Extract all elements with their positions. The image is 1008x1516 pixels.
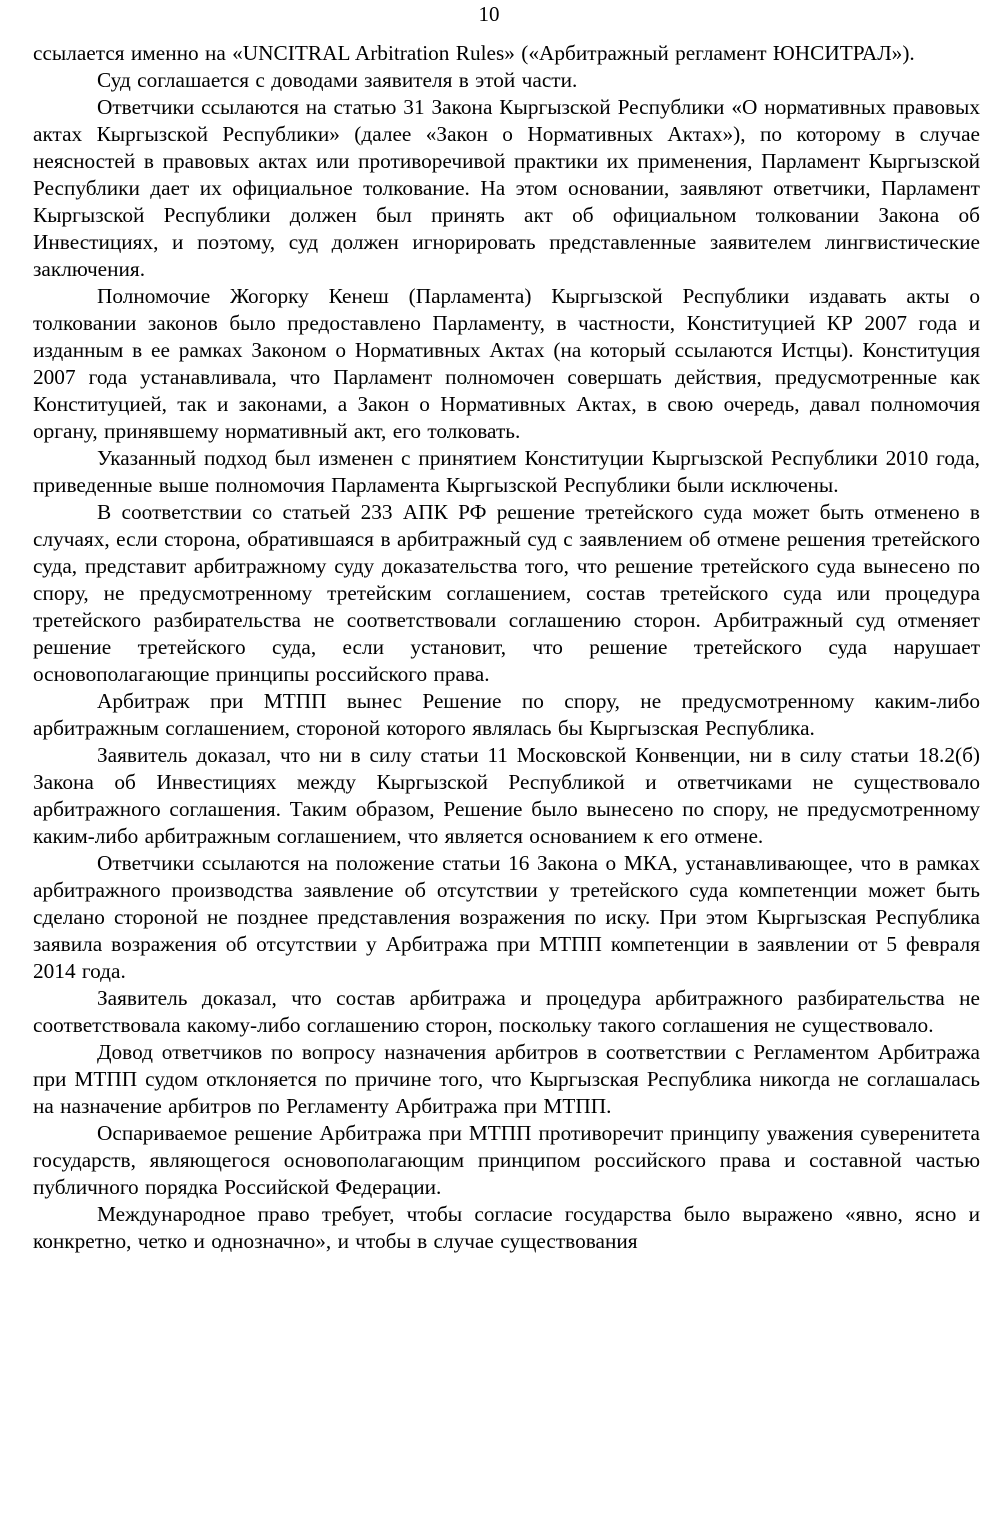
paragraph: Суд соглашается с доводами заявителя в этой части. bbox=[97, 68, 578, 92]
paragraph: ссылается именно на «UNCITRAL Arbitration Rules» («Арбитражный регламент ЮНСИТРАЛ»). bbox=[33, 41, 915, 65]
paragraph: В соответствии со статьей 233 АПК РФ решение третейского суда может быть отменено в случаях, если сторона, обратившаяся в арбитражный суд с заявлением об отмене решения третейского суда, представит арбитражному суду доказательства того, что решение третейского суда вынесено по спору, не предусмотренному третейским соглашением, состав третейского суда или процедура третейского разбирательства не соответствовали соглашению сторон. Арбитражный суд отменяет решение третейского суда, если установит, что решение третейского суда нарушает основополагающие принципы российского права. bbox=[33, 500, 980, 686]
paragraph: Заявитель доказал, что ни в силу статьи 11 Московской Конвенции, ни в силу статьи 18.2(б) Закона об Инвестициях между Кыргызской Республикой и ответчиками не существовало арбитражного соглашения. Таким образом, Решение было вынесено по спору, не предусмотренному каким-либо арбитражным соглашением, что является основанием к его отмене. bbox=[33, 743, 980, 848]
paragraph: Ответчики ссылаются на положение статьи 16 Закона о МКА, устанавливающее, что в рамках арбитражного производства заявление об отсутствии у третейского суда компетенции может быть сделано стороной не позднее представления возражения по иску. При этом Кыргызская Республика заявила возражения об отсутствии у Арбитража при МТПП компетенции в заявлении от 5 февраля 2014 года. bbox=[33, 851, 980, 983]
paragraph: Полномочие Жогорку Кенеш (Парламента) Кыргызской Республики издавать акты о толковании законов было предоставлено Парламенту, в частности, Конституцией КР 2007 года и изданным в ее рамках Законом о Нормативных Актах (на который ссылаются Истцы). Конституция 2007 года устанавливала, что Парламент полномочен совершать действия, предусмотренные как Конституцией, так и законами, а Закон о Нормативных Актах, в свою очередь, давал полномочия органу, принявшему нормативный акт, его толковать. bbox=[33, 284, 980, 443]
paragraph: Арбитраж при МТПП вынес Решение по спору, не предусмотренному каким-либо арбитражным соглашением, стороной которого являлась бы Кыргызская Республика. bbox=[33, 689, 980, 740]
paragraph: Заявитель доказал, что состав арбитража и процедура арбитражного разбирательства не соответствовала какому-либо соглашению сторон, поскольку такого соглашения не существовало. bbox=[33, 986, 980, 1037]
paragraph: Оспариваемое решение Арбитража при МТПП противоречит принципу уважения суверенитета государств, являющегося основополагающим принципом российского права и составной частью публичного порядка Российской Федерации. bbox=[33, 1121, 980, 1199]
paragraph: Международное право требует, чтобы согласие государства было выражено «явно, ясно и конкретно, четко и однозначно», и чтобы в случае существования bbox=[33, 1202, 980, 1253]
paragraph: Указанный подход был изменен с принятием Конституции Кыргызской Республики 2010 года, приведенные выше полномочия Парламента Кыргызской Республики были исключены. bbox=[33, 446, 980, 497]
paragraph: Ответчики ссылаются на статью 31 Закона Кыргызской Республики «О нормативных правовых актах Кыргызской Республики» (далее «Закон о Нормативных Актах»), по которому в случае неясностей в правовых актах или противоречивой практики их применения, Парламент Кыргызской Республики дает их официальное толкование. На этом основании, заявляют ответчики, Парламент Кыргызской Республики должен был принять акт об официальном толковании Закона об Инвестициях, и поэтому, суд должен игнорировать представленные заявителем лингвистические заключения. bbox=[33, 95, 980, 281]
paragraph: Довод ответчиков по вопросу назначения арбитров в соответствии с Регламентом Арбитража при МТПП судом отклоняется по причине того, что Кыргызская Республика никогда не соглашалась на назначение арбитров по Регламенту Арбитража при МТПП. bbox=[33, 1040, 980, 1118]
document-body bbox=[33, 40, 980, 1255]
page-number: 10 bbox=[478, 2, 500, 26]
